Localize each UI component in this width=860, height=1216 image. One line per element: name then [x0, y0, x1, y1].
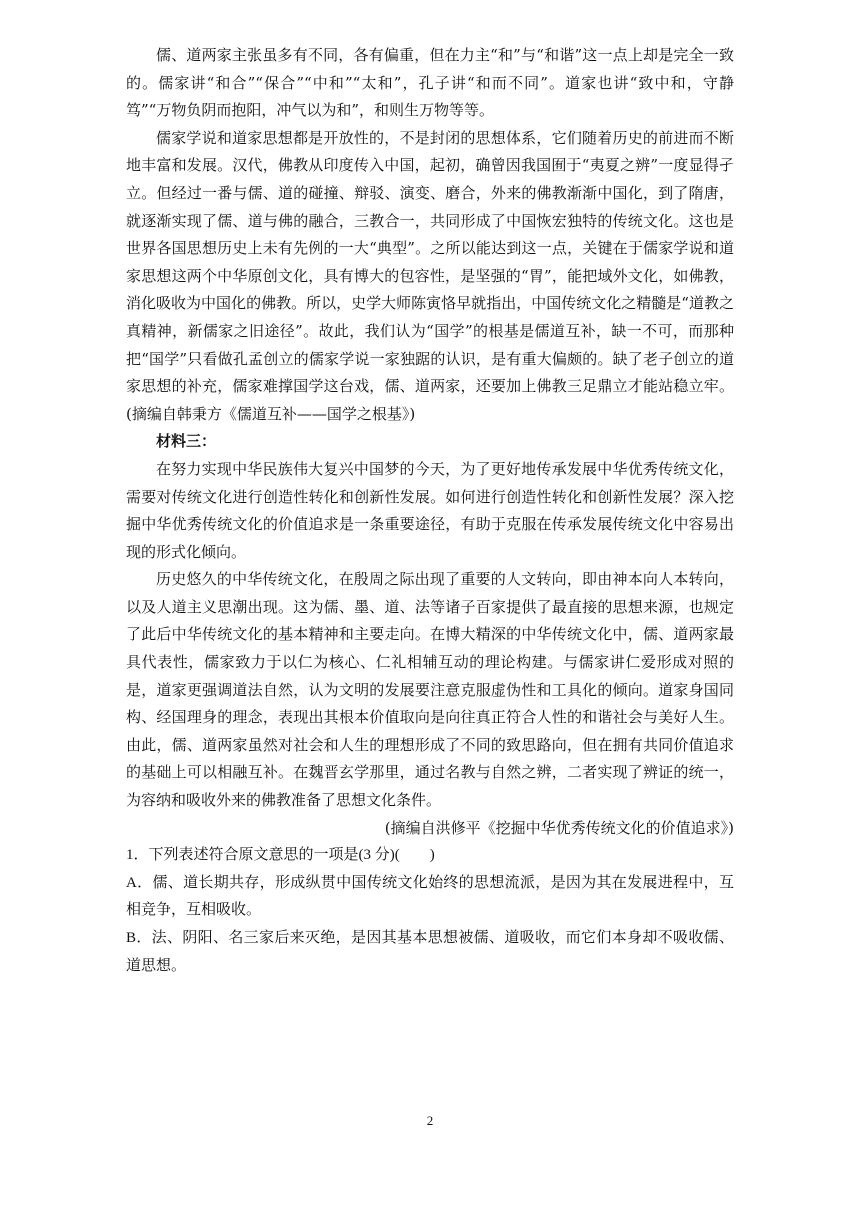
- material3-paragraph-2: 历史悠久的中华传统文化，在殷周之际出现了重要的人文转向，即由神本向人本转向，以及人道主义思潮出现。这为儒、墨、道、法等诸子百家提供了最直接的思想来源，也规定了此后中华传统文化的基本精神和主要走向。在博大精深的中华传统文化中，儒、道两家最具代表性，儒家致力于以仁为核心、仁礼相辅互动的理论构建。与儒家讲仁爱形成对照的是，道家更强调道法自然，认为文明的发展要注意克服虚伪性和工具化的倾向。道家身国同构、经国理身的理念，表现出其根本价值取向是向往真正符合人性的和谐社会与美好人生。由此，儒、道两家虽然对社会和人生的理想形成了不同的致思路向，但在拥有共同价值追求的基础上可以相融互补。在魏晋玄学那里，通过名教与自然之辨，二者实现了辨证的统一，为容纳和吸收外来的佛教准备了思想文化条件。: [126, 570, 734, 810]
- paragraph-openness: 儒家学说和道家思想都是开放性的，不是封闭的思想体系，它们随着历史的前进而不断地丰富和发展。汉代，佛教从印度传入中国，起初，确曾因我国囿于“夷夏之辨”一度显得孑立。但经过一番与儒、道的碰撞、辩驳、演变、磨合，外来的佛教渐渐中国化，到了隋唐，就逐渐实现了儒、道与佛的融合，三教合一，共同形成了中国恢宏独特的传统文化。这也是世界各国思想历史上未有先例的一大“典型”。之所以能达到这一点，关键在于儒家学说和道家思想这两个中华原创文化，具有博大的包容性，是坚强的“胃”，能把域外文化，如佛教，消化吸收为中国化的佛教。所以，史学大师陈寅恪早就指出，中国传统文化之精髓是“道教之真精神，新儒家之旧途径”。故此，我们认为“国学”的根基是儒道互补，缺一不可，而那种把“国学”只看做孔孟创立的儒家学说一家独踞的认识，是有重大偏颇的。缺了老子创立的道家思想的补充，儒家难撑国学这台戏，儒、道两家，还要加上佛教三足鼎立才能站稳立牢。(摘编自韩秉方《儒道互补——国学之根基》): [126, 128, 734, 423]
- document-body: [126, 42, 734, 980]
- question-1: 1．下列表述符合原文意思的一项是(3 分)( ): [126, 847, 435, 864]
- option-a: A．儒、道长期共存，形成纵贯中国传统文化始终的思想流派，是因为其在发展进程中，互相竞争，互相吸收。: [126, 874, 734, 919]
- paragraph-harmony: 儒、道两家主张虽多有不同，各有偏重，但在力主“和”与“和谐”这一点上却是完全一致的。儒家讲“和合”“保合”“中和”“太和”，孔子讲“和而不同”。道家也讲“致中和，守静笃”“万物负阴而抱阳，冲气以为和”，和则生万物等等。: [126, 46, 734, 120]
- material3-source: (摘编自洪修平《挖掘中华优秀传统文化的价值追求》): [384, 818, 734, 837]
- material3-heading: 材料三：: [156, 433, 217, 451]
- material3-paragraph-1: 在努力实现中华民族伟大复兴中国梦的今天，为了更好地传承发展中华优秀传统文化，需要对传统文化进行创造性转化和创新性发展。如何进行创造性转化和创新性发展？深入挖掘中华优秀传统文化的价值追求是一条重要途径，有助于克服在传承发展传统文化中容易出现的形式化倾向。: [126, 459, 734, 561]
- option-b: B．法、阴阳、名三家后来灭绝，是因其基本思想被儒、道吸收，而它们本身却不吸收儒、道思想。: [126, 930, 734, 974]
- page-number: 2: [426, 1113, 434, 1128]
